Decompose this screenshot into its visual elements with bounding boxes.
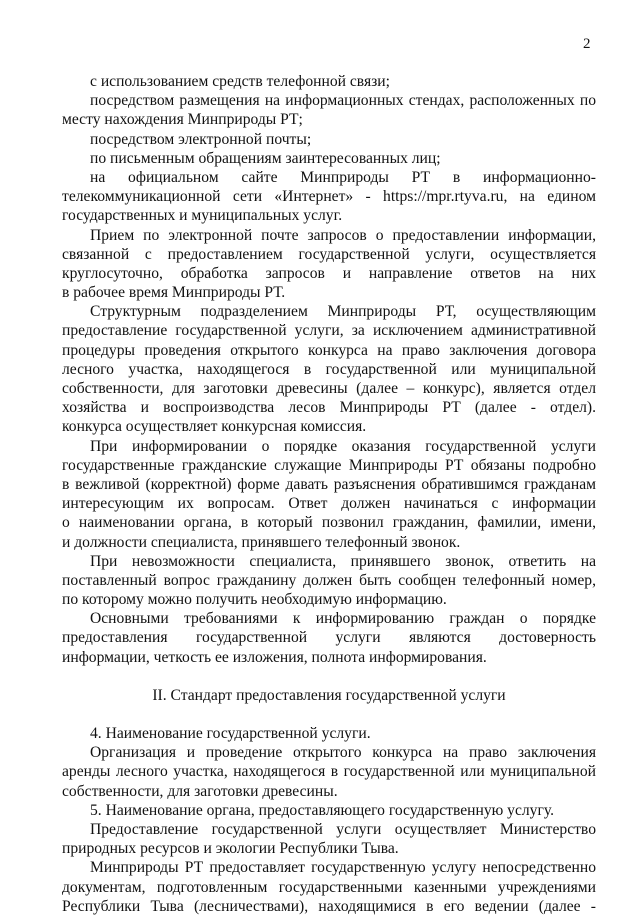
page-number: 2	[583, 36, 591, 52]
paragraph	[62, 168, 596, 226]
text-line: связанной с предоставлением государственной услуги, осуществляется	[62, 245, 596, 263]
text-line: по письменным обращениям заинтересованных лиц;	[90, 149, 441, 167]
text-line: При невозможности специалиста, принявшего звонок, ответить на	[90, 552, 596, 570]
text-line: по которому можно получить необходимую информацию.	[62, 591, 447, 609]
text-line: государственных и муниципальных услуг.	[62, 207, 343, 225]
text-line: 5. Наименование органа, предоставляющего государственную услугу.	[90, 801, 554, 819]
paragraph	[62, 552, 596, 610]
paragraph	[62, 437, 596, 552]
spacer	[62, 667, 596, 686]
text-line: с использованием средств телефонной связи;	[90, 73, 390, 90]
text-line: о наименовании органа, в который позвонил гражданин, фамилии, имени,	[62, 514, 596, 532]
paragraph	[62, 858, 596, 916]
paragraph	[62, 302, 596, 436]
text-line: месту нахождения Минприроды РТ;	[62, 111, 303, 129]
text-line: собственности, для заготовки древесины (далее – конкурс), является отдел	[62, 380, 596, 397]
paragraph	[62, 91, 596, 129]
text-line: 4. Наименование государственной услуги.	[90, 725, 371, 742]
text-line: процедуры проведения открытого конкурса на право заключения договора	[62, 341, 596, 359]
text-line: Прием по электронной почте запросов о предоставлении информации,	[90, 226, 596, 244]
text-line: предоставление государственной услуги, за исключением административной	[62, 322, 596, 340]
paragraph	[62, 743, 596, 801]
text-line: Предоставление государственной услуги осуществляет Министерство	[90, 820, 596, 838]
text-line: Основными требованиями к информированию граждан о порядке	[90, 610, 596, 628]
section-heading: II. Стандарт предоставления государственной услуги	[152, 686, 506, 704]
text-line: предоставления государственной услуги являются достоверность	[62, 629, 596, 647]
text-line: Минприроды РТ предоставляет государственную услугу непосредственно	[90, 859, 596, 877]
text-line: на официальном сайте Минприроды РТ в информационно-	[90, 168, 596, 186]
document-body	[62, 72, 596, 916]
text-line: природных ресурсов и экологии Республики Тыва.	[62, 840, 399, 858]
text-line: телекоммуникационной сети «Интернет» - https://mpr.rtyva.ru, на едином	[62, 188, 596, 206]
text-line: аренды лесного участка, находящегося в государственной или муниципальной	[62, 763, 596, 781]
paragraph	[62, 801, 596, 820]
text-line: и должности специалиста, принявшего телефонный звонок.	[62, 533, 461, 551]
text-line: документам, подготовленным государственными казенными учреждениями	[62, 878, 596, 896]
paragraph	[62, 226, 596, 303]
text-line: в рабочее время Минприроды РТ.	[62, 284, 286, 302]
text-line: посредством электронной почты;	[90, 130, 312, 148]
text-line: хозяйства и воспроизводства лесов Минприроды РТ (далее - отдел).	[62, 399, 596, 417]
text-line: поставленный вопрос гражданину должен быть сообщен телефонный номер,	[62, 571, 596, 589]
paragraph	[62, 820, 596, 858]
paragraph	[62, 72, 596, 91]
paragraph	[62, 130, 596, 149]
text-line: собственности, для заготовки древесины.	[62, 782, 338, 800]
text-line: круглосуточно, обработка запросов и направление ответов на них	[62, 264, 596, 282]
text-line: Организация и проведение открытого конкурса на право заключения	[90, 744, 596, 762]
paragraph	[62, 149, 596, 168]
text-line: посредством размещения на информационных стендах, расположенных по	[90, 92, 596, 110]
text-line: информации, четкость ее изложения, полнота информирования.	[62, 648, 487, 666]
text-line: лесного участка, находящегося в государственной или муниципальной	[62, 360, 596, 378]
text-line: в вежливой (корректной) форме давать разъяснения обратившимся гражданам	[62, 475, 596, 493]
paragraph	[62, 609, 596, 667]
text-line: При информировании о порядке оказания государственной услуги	[90, 437, 596, 455]
spacer	[62, 705, 596, 724]
text-line: Структурным подразделением Минприроды РТ, осуществляющим	[90, 303, 596, 321]
text-line: Республики Тыва (лесничествами), находящимися в его ведении (далее -	[62, 897, 596, 915]
text-line: конкурса осуществляет конкурсная комиссия.	[62, 418, 367, 436]
paragraph	[62, 724, 596, 743]
text-line: интересующим их вопросам. Ответ должен начинаться с информации	[62, 495, 596, 513]
text-line: государственные гражданские служащие Минприроды РТ обязаны подробно	[62, 456, 596, 474]
